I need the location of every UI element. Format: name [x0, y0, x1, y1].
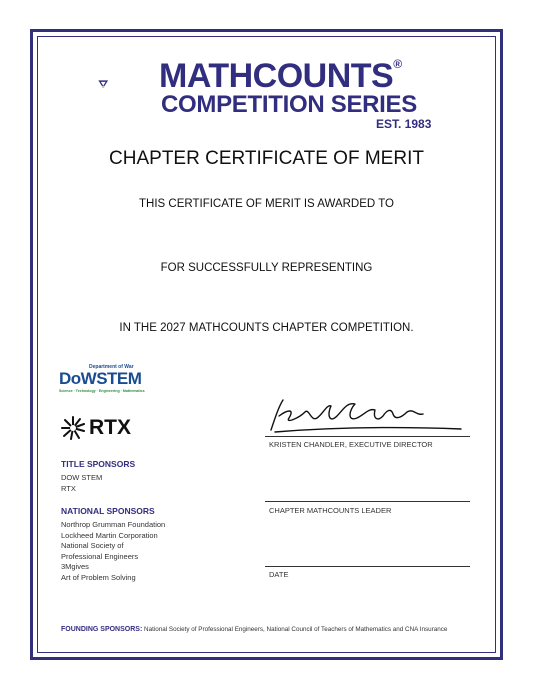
dowstem-name: DoWSTEM — [59, 369, 142, 388]
title-sponsors-heading: TITLE SPONSORS — [61, 459, 136, 469]
brand-text: MATHCOUNTS — [159, 57, 394, 95]
founding-sponsors — [61, 625, 447, 634]
founding-sponsors-text: National Society of Professional Engineers, National Council of Teachers of Mathematics and CNA Insurance — [144, 626, 448, 633]
director-label: KRISTEN CHANDLER, EXECUTIVE DIRECTOR — [269, 440, 433, 449]
dowstem-tagline: Science · Technology · Engineering · Mathematics — [59, 389, 145, 393]
date-line — [265, 566, 470, 567]
date-label: DATE — [269, 570, 289, 579]
leader-signature-line — [265, 501, 470, 502]
dowstem-logo — [59, 364, 159, 398]
national-sponsor-item: National Society of — [61, 541, 124, 550]
title-sponsor-item: DOW STEM — [61, 473, 103, 482]
founding-sponsors-label: FOUNDING SPONSORS: — [61, 626, 143, 633]
dowstem-top-text: Department of War — [89, 364, 134, 370]
title-sponsor-item: RTX — [61, 483, 76, 493]
series-text: COMPETITION SERIES — [161, 91, 417, 118]
awarded-line: THIS CERTIFICATE OF MERIT IS AWARDED TO — [139, 198, 394, 210]
director-signature — [265, 396, 465, 436]
national-sponsor-item: Art of Problem Solving — [61, 572, 136, 582]
established-text: EST. 1983 — [376, 117, 432, 131]
title-sponsors-list — [61, 473, 102, 494]
competition-line: IN THE 2027 MATHCOUNTS CHAPTER COMPETITION. — [119, 322, 414, 334]
logo-medal-icon — [102, 86, 104, 88]
rtx-logo — [61, 414, 151, 442]
registered-mark: ® — [393, 57, 402, 71]
leader-label: CHAPTER MATHCOUNTS LEADER — [269, 506, 392, 515]
national-sponsors-list — [61, 520, 165, 583]
national-sponsor-item: Lockheed Martin Corporation — [61, 530, 158, 540]
representing-line: FOR SUCCESSFULLY REPRESENTING — [160, 262, 373, 274]
national-sponsor-item: Professional Engineers — [61, 551, 139, 561]
rtx-starburst-icon — [61, 416, 85, 440]
director-signature-line — [265, 436, 470, 437]
rtx-text: RTX — [89, 416, 131, 439]
certificate-title: CHAPTER CERTIFICATE OF MERIT — [109, 148, 424, 169]
mathcounts-logo — [98, 60, 158, 112]
brand-wordmark — [159, 58, 402, 94]
national-sponsors-heading: NATIONAL SPONSORS — [61, 506, 155, 516]
national-sponsor-item: Northrop Grumman Foundation — [61, 520, 166, 529]
national-sponsor-item: 3Mgives — [61, 562, 89, 571]
